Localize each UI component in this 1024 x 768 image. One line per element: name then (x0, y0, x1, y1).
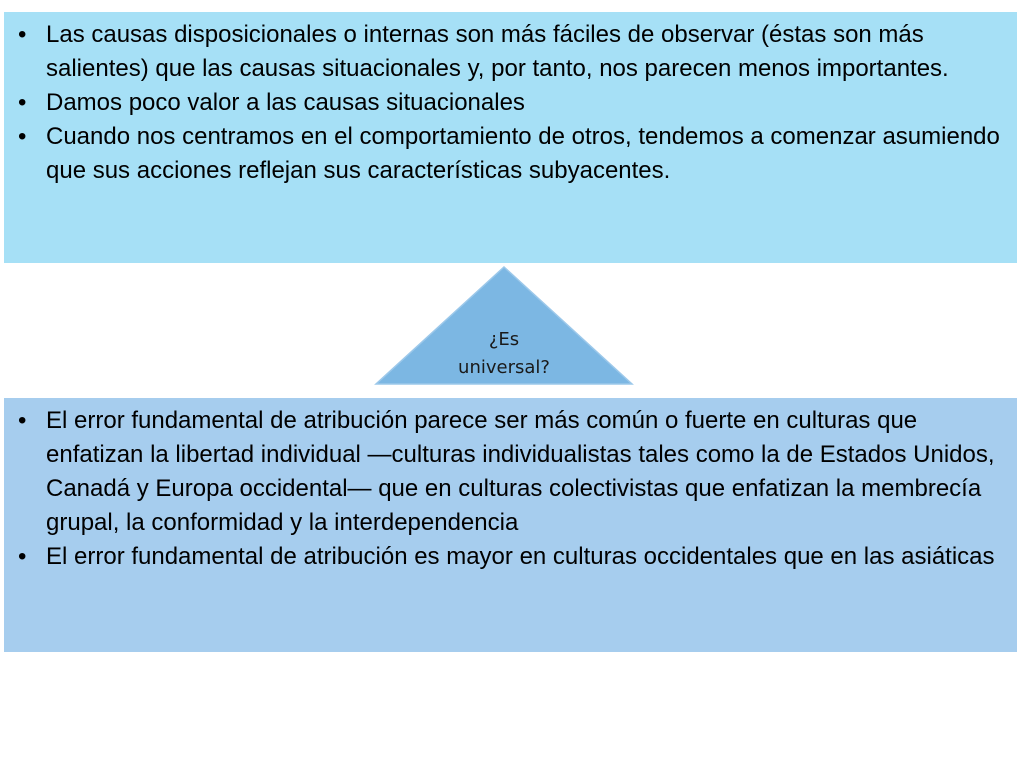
list-item (18, 404, 1007, 540)
list-item (18, 120, 1007, 188)
list-item-text: Damos poco valor a las causas situacionales (46, 89, 525, 116)
bullet-icon: • (18, 89, 27, 116)
bottom-bullet-list (18, 404, 1007, 574)
list-item (18, 86, 1007, 120)
list-item (18, 540, 1007, 574)
bullet-icon: • (18, 21, 27, 48)
list-item-text: El error fundamental de atribución parece ser más común o fuerte en culturas que enfatizan la libertad individual —culturas individualistas tales como la de Estados Unidos, Canadá y Europa occidental— que en culturas colectivistas que enfatizan la membrecía grupal, la conformidad y la interdependencia (46, 407, 995, 536)
triangle-label-line2: universal? (458, 357, 550, 378)
triangle-label (374, 326, 634, 382)
top-bullet-list (18, 18, 1007, 188)
list-item (18, 18, 1007, 86)
question-triangle (374, 266, 634, 386)
top-text-box (4, 12, 1017, 263)
list-item-text: Cuando nos centramos en el comportamiento de otros, tendemos a comenzar asumiendo que sus acciones reflejan sus características subyacentes. (46, 123, 1000, 184)
bottom-text-box (4, 398, 1017, 652)
bullet-icon: • (18, 543, 27, 570)
bullet-icon: • (18, 407, 27, 434)
triangle-label-line1: ¿Es (488, 329, 520, 350)
bullet-icon: • (18, 123, 27, 150)
list-item-text: Las causas disposicionales o internas son más fáciles de observar (éstas son más salientes) que las causas situacionales y, por tanto, nos parecen menos importantes. (46, 21, 949, 82)
list-item-text: El error fundamental de atribución es mayor en culturas occidentales que en las asiáticas (46, 543, 995, 570)
